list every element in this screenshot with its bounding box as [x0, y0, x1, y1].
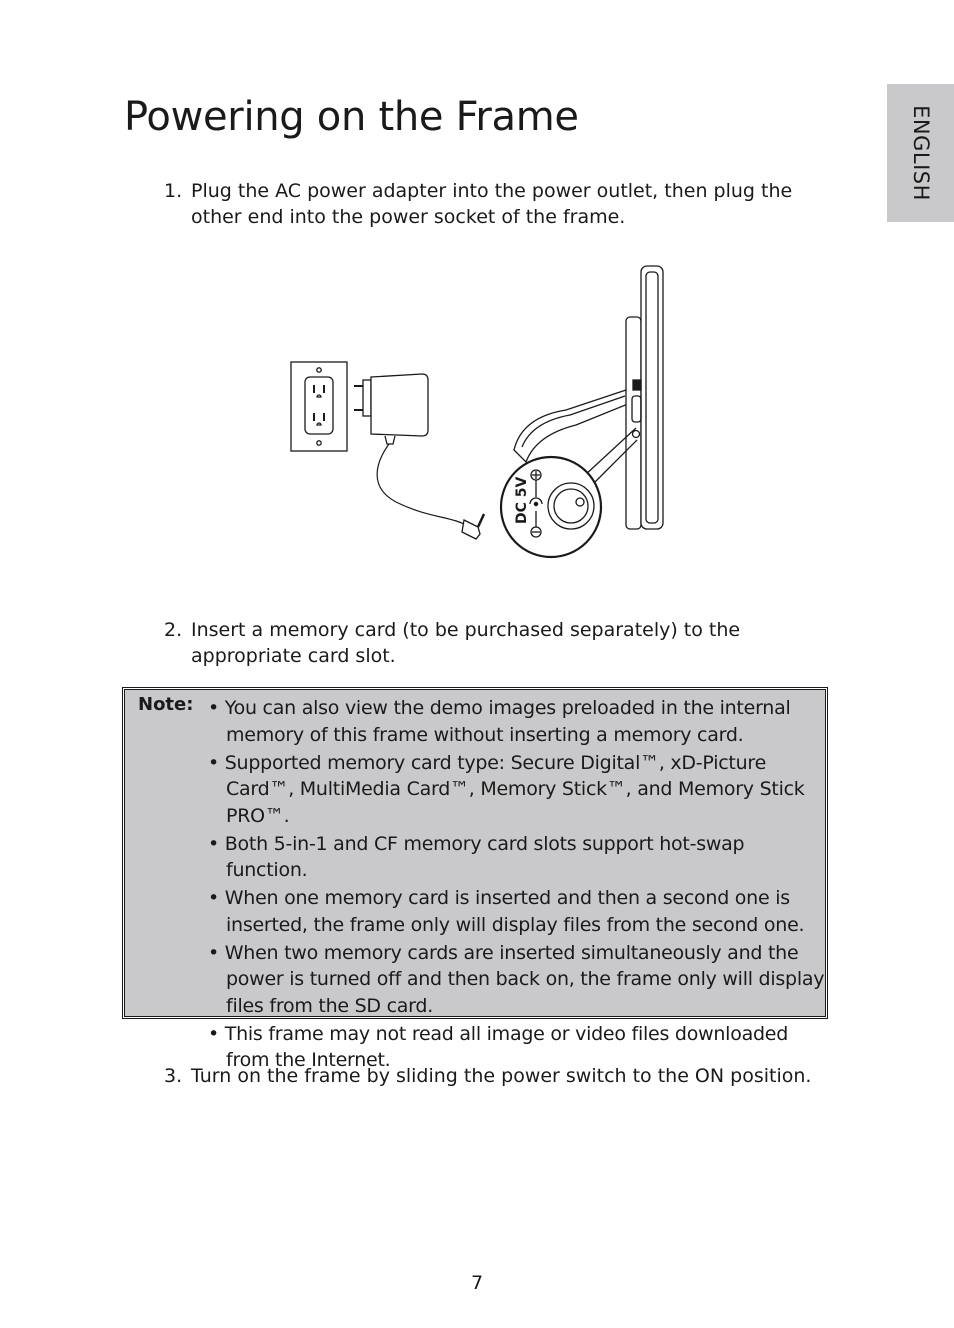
note-item: • When two memory cards are inserted simultaneously and the power is turned off and then back on, the frame only will display files from the SD card.: [208, 941, 825, 1017]
step-text: Plug the AC power adapter into the power outlet, then plug the other end into the power socket of the frame.: [191, 180, 793, 228]
power-connection-illustration: [286, 262, 670, 562]
page-number: 7: [470, 1272, 484, 1294]
note-list: [206, 695, 826, 1075]
note-item: • You can also view the demo images preloaded in the internal memory of this frame without inserting a memory card.: [208, 697, 791, 746]
note-item: • When one memory card is inserted and then a second one is inserted, the frame only will display files from the second one.: [208, 887, 805, 936]
wall-outlet-icon: [291, 362, 347, 451]
note-item: • Supported memory card type: Secure Digital™, xD-Picture Card™, MultiMedia Card™, Memory Stick™, and Memory Stick PRO™.: [208, 751, 805, 827]
step-2: [164, 617, 834, 669]
step-3: [164, 1063, 834, 1089]
dc-jack-callout: [501, 457, 601, 557]
note-item: • This frame may not read all image or video files downloaded from the Internet.: [208, 1022, 789, 1071]
step-1: [164, 178, 834, 230]
dc-5v-label: DC 5V: [514, 476, 530, 524]
language-tab-label: ENGLISH: [908, 105, 933, 201]
step-text: Insert a memory card (to be purchased separately) to the appropriate card slot.: [191, 619, 741, 667]
power-adapter-icon: [354, 374, 484, 539]
note-box: [124, 689, 826, 1071]
page-title: Powering on the Frame: [124, 94, 579, 140]
language-tab: [887, 84, 954, 222]
step-number: 2.: [164, 619, 183, 641]
note-item: • Both 5-in-1 and CF memory card slots support hot-swap function.: [208, 832, 745, 881]
step-text: Turn on the frame by sliding the power switch to the ON position.: [191, 1065, 812, 1087]
note-label: Note:: [138, 694, 194, 715]
step-number: 3.: [164, 1065, 183, 1087]
step-number: 1.: [164, 180, 183, 202]
